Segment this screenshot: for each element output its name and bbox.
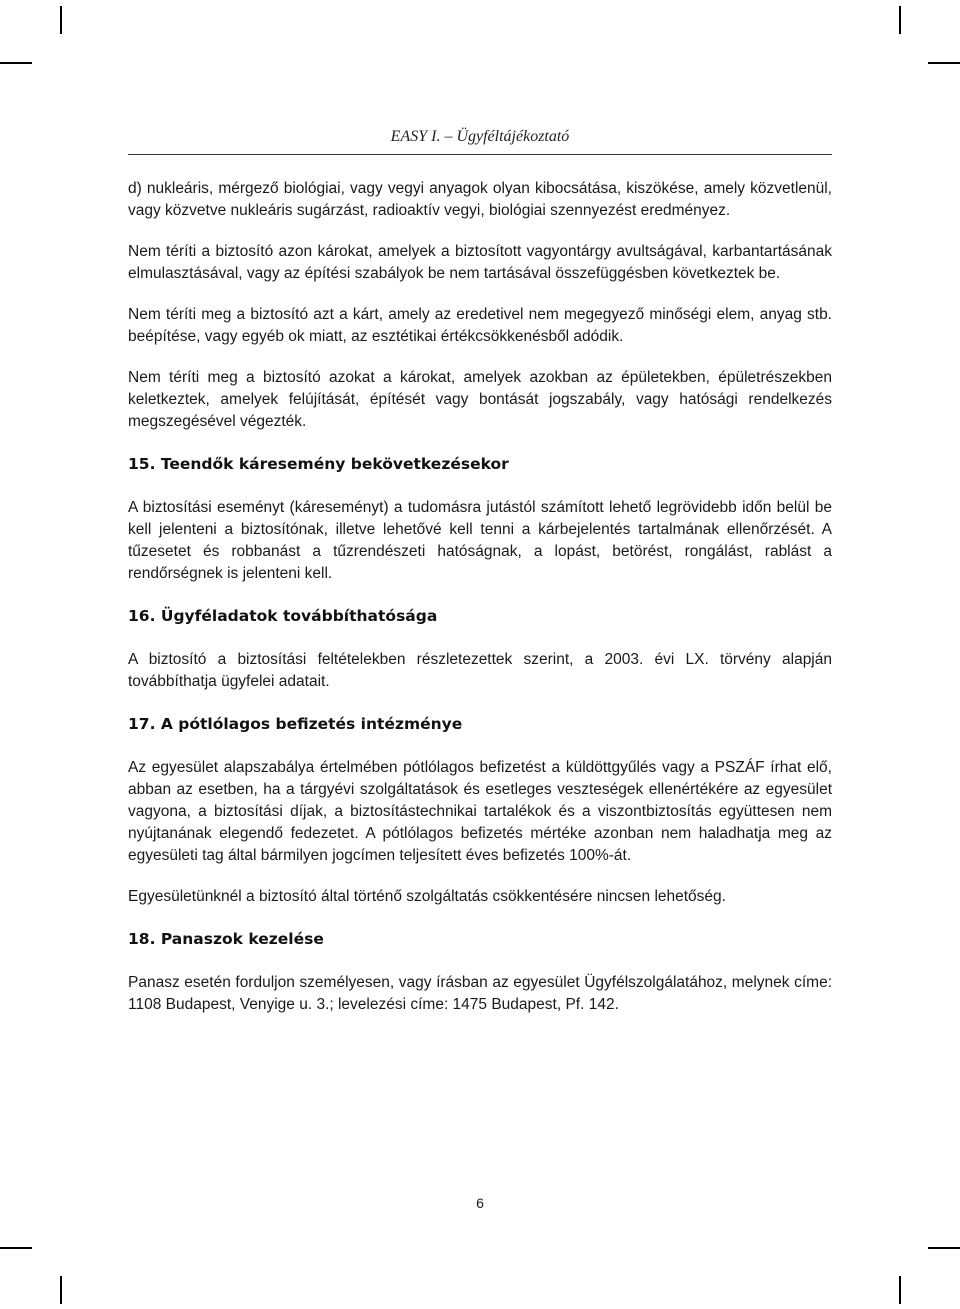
- crop-mark-bottom-left: [60, 1276, 62, 1304]
- paragraph-data-transfer: A biztosító a biztosítási feltételekben részletezettek szerint, a 2003. évi LX. törvény alapján továbbíthatja ügyfelei adatait.: [128, 651, 832, 690]
- paragraph-aesthetic-exclusion: Nem téríti meg a biztosító azt a kárt, amely az eredetivel nem megegyező minőségi elem, anyag stb. beépítése, vagy egyéb ok miatt, az esztétikai értékcsökkenésből adódik.: [128, 306, 832, 345]
- crop-mark-top-right: [899, 6, 901, 34]
- paragraph-no-service-reduction: Egyesületünknél a biztosító által történő szolgáltatás csökkentésére nincsen lehetőség.: [128, 888, 726, 905]
- crop-mark-top-left-h: [0, 62, 32, 64]
- crop-mark-top-right-h: [928, 62, 960, 64]
- crop-mark-top-left: [60, 6, 62, 34]
- section-heading-18: 18. Panaszok kezelése: [128, 930, 324, 948]
- crop-mark-bottom-right-h: [928, 1247, 960, 1249]
- section-heading-16: 16. Ügyféladatok továbbíthatósága: [128, 607, 438, 625]
- paragraph-wear-exclusion: Nem téríti a biztosító azon károkat, amelyek a biztosított vagyontárgy avultságával, karbantartásának elmulasztásával, vagy az építési szabályok be nem tartásával összefüggésben következtek be.: [128, 243, 832, 282]
- crop-mark-bottom-left-h: [0, 1247, 32, 1249]
- section-heading-15: 15. Teendők káresemény bekövetkezésekor: [128, 455, 509, 473]
- crop-mark-bottom-right: [899, 1276, 901, 1304]
- paragraph-nuclear-exclusion: d) nukleáris, mérgező biológiai, vagy vegyi anyagok olyan kibocsátása, kiszökése, amely közvetlenül, vagy közvetve nukleáris sugárzást, radioaktív vegyi, biológiai szennyezést eredményez.: [128, 180, 832, 219]
- section-heading-17: 17. A pótlólagos befizetés intézménye: [128, 715, 463, 733]
- header-divider: [128, 154, 832, 155]
- page-number: 6: [476, 1195, 484, 1211]
- paragraph-supplementary-payment: Az egyesület alapszabálya értelmében pótlólagos befizetést a küldöttgyűlés vagy a PSZÁF írhat elő, abban az esetben, ha a tárgyévi szolgáltatások és esetleges veszteségek ellenértékére az egyesület vagyona, a biztosítási díjak, a biztosítástechnikai tartalékok és a viszontbiztosítás együttesen nem nyújtanának elegendő fedezetet. A pótlólagos befizetés mértéke azonban nem haladhatja meg az egyesületi tag által bármilyen jogcímen teljesített éves befizetés 100%-át.: [128, 759, 832, 864]
- paragraph-illegal-building-exclusion: Nem téríti meg a biztosító azokat a károkat, amelyek azokban az épületekben, épületrészekben keletkeztek, amelyek felújítását, építését vagy bontását jogszabály, vagy hatósági rendelkezés megszegésével végezték.: [128, 369, 832, 430]
- document-body: [128, 178, 832, 1035]
- running-header: EASY I. – Ügyféltájékoztató: [390, 128, 570, 145]
- paragraph-claim-reporting: A biztosítási eseményt (káreseményt) a tudomásra jutástól számított lehető legrövidebb időn belül be kell jelenteni a biztosítónak, illetve lehetővé kell tenni a kárbejelentés tartalmának ellenőrzését. A tűzesetet és robbanást a tűzrendészeti hatóságnak, a lopást, betörést, rongálást, rablást a rendőrségnek is jelenteni kell.: [128, 499, 832, 582]
- paragraph-complaints: Panasz esetén forduljon személyesen, vagy írásban az egyesület Ügyfélszolgálatához, melynek címe: 1108 Budapest, Venyige u. 3.; levelezési címe: 1475 Budapest, Pf. 142.: [128, 974, 832, 1013]
